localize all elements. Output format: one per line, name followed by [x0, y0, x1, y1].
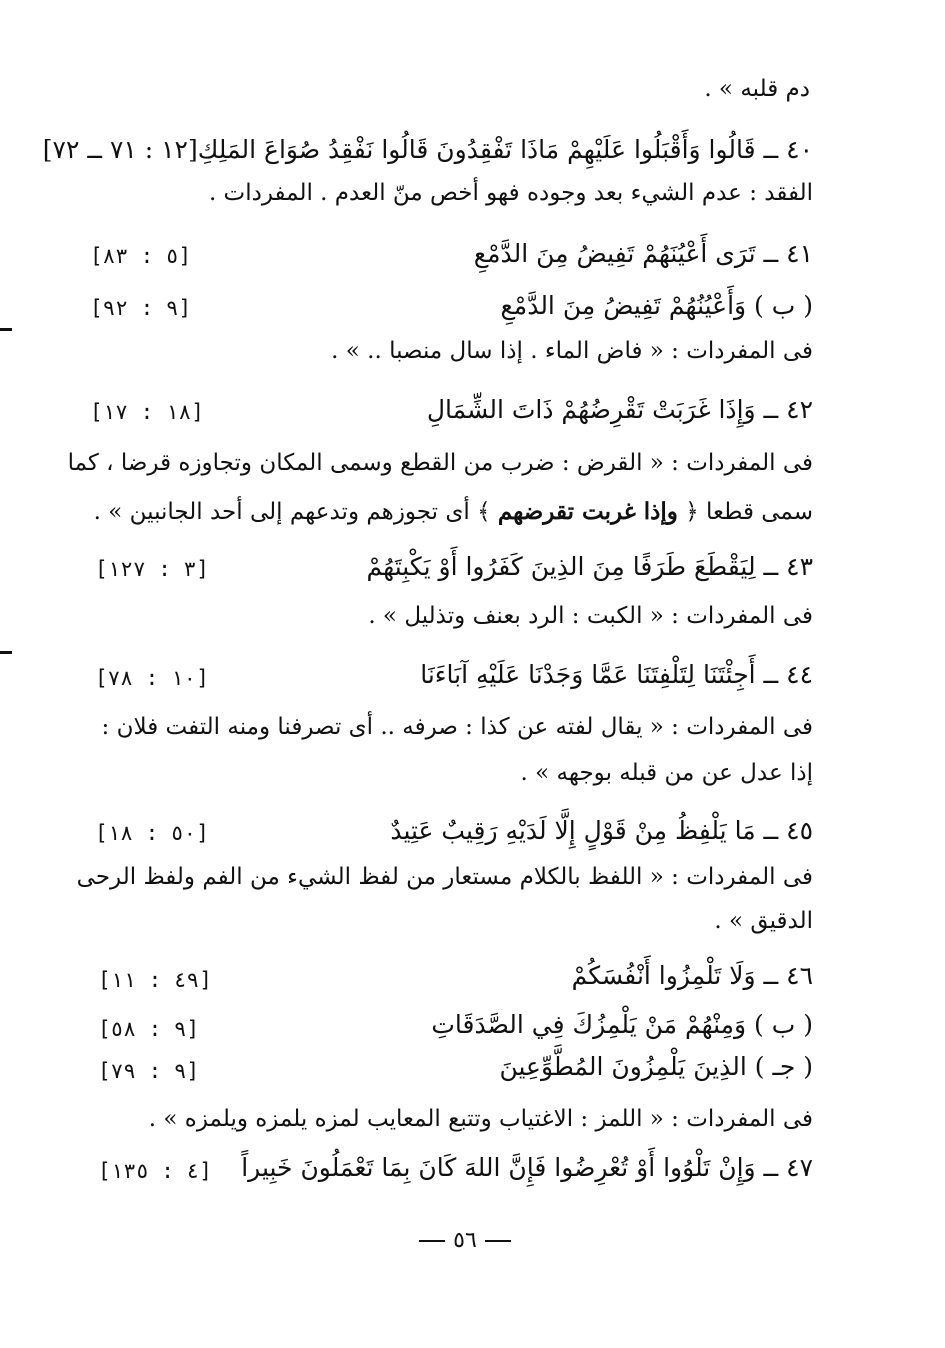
page-number-dash-right	[485, 1240, 511, 1242]
entry-41-note: فى المفردات : « فاض الماء . إذا سال منصبا .. » .	[331, 338, 813, 364]
binding-mark-top	[0, 328, 12, 331]
entry-43-verse: ٤٣ ــ لِيَقْطَعَ طَرَفًا مِنَ الذِينَ كَفَرُوا أَوْ يَكْبِتَهُمْ	[366, 552, 813, 581]
entry-40-verse: ٤٠ ــ قَالُوا وَأَقْبَلُوا عَلَيْهِمْ مَاذَا تَفْقِدُونَ قَالُوا نَفْقِدُ صُوَاعَ المَلِكِ[١٢ : ٧١ ــ ٧٢]	[42, 135, 813, 164]
entry-44-reference: [١٠ : ٧٨]	[95, 666, 209, 690]
entry-41b-verse: ( ب ) وَأَعْيُنُهُمْ تَفِيضُ مِنَ الدَّمْعِ	[500, 291, 813, 320]
entry-44-verse: ٤٤ ــ أَجِئْتَنَا لِتَلْفِتَنَا عَمَّا وَجَدْنَا عَلَيْهِ آبَاءَنَا	[420, 660, 813, 689]
entry-42-note-line2	[94, 500, 813, 524]
entry-46b-reference: [٩ : ٥٨]	[98, 1017, 200, 1041]
continuation-line: دم قلبه » .	[704, 76, 810, 102]
entry-47-verse: ٤٧ ــ وَإِنْ تَلْوُوا أَوْ تُعْرِضُوا فَإِنَّ اللهَ كَانَ بِمَا تَعْمَلُونَ خَبِيراً	[241, 1153, 813, 1182]
entry-46b-verse: ( ب ) وَمِنْهُمْ مَنْ يَلْمِزُكَ فِي الصَّدَقَاتِ	[431, 1010, 813, 1039]
entry-40-note: الفقد : عدم الشيء بعد وجوده فهو أخص منّ العدم . المفردات .	[208, 180, 813, 206]
quote-open: سمى قطعا ﴿	[685, 499, 813, 525]
entry-46-verse: ٤٦ ــ وَلَا تَلْمِزُوا أَنْفُسَكُمْ	[571, 961, 813, 990]
entry-42-note-line1: فى المفردات : « القرض : ضرب من القطع وسمى المكان وتجاوزه قرضا ، كما	[67, 450, 813, 476]
entry-41-verse: ٤١ ــ تَرَى أَعْيُنَهُمْ تَفِيضُ مِنَ الدَّمْعِ	[473, 239, 813, 268]
entry-45-note-line1: فى المفردات : « اللفظ بالكلام مستعار من لفظ الشيء من الفم ولفظ الرحى	[76, 864, 813, 890]
entry-42-verse: ٤٢ ــ وَإِذَا غَرَبَتْ تَقْرِضُهُمْ ذَاتَ الشِّمَالِ	[426, 395, 813, 424]
binding-mark-bottom	[0, 651, 12, 654]
entry-42-reference: [١٨ : ١٧]	[90, 400, 204, 424]
entry-45-note-line2: الدقيق » .	[714, 908, 813, 934]
entry-46-note: فى المفردات : « اللمز : الاغتياب وتتبع المعايب لمزه يلمزه ويلمزه » .	[148, 1106, 813, 1132]
entry-46-reference: [٤٩ : ١١]	[98, 968, 212, 992]
page-number	[410, 1228, 520, 1253]
entry-44-note-line2: إذا عدل عن من قبله بوجهه » .	[520, 760, 813, 786]
entry-46c-reference: [٩ : ٧٩]	[98, 1059, 200, 1083]
entry-47-reference: [٤ : ١٣٥]	[98, 1159, 212, 1183]
entry-45-reference: [٥٠ : ١٨]	[95, 821, 209, 845]
entry-41-reference: [٥ : ٨٣]	[90, 244, 192, 268]
quoted-verse: وإذا غربت تقرضهم	[497, 498, 678, 525]
entry-46c-verse: ( جـ ) الذِينَ يَلْمِزُونَ المُطَّوِّعِينَ	[499, 1052, 813, 1081]
page-number-dash-left	[419, 1240, 445, 1242]
entry-43-note: فى المفردات : « الكبت : الرد بعنف وتذليل » .	[368, 603, 813, 629]
quote-close: ﴾ أى تجوزهم وتدعهم إلى أحد الجانبين » .	[93, 499, 491, 525]
page-number-value: ٥٦	[453, 1228, 477, 1253]
entry-41b-reference: [٩ : ٩٢]	[90, 296, 192, 320]
entry-45-verse: ٤٥ ــ مَا يَلْفِظُ مِنْ قَوْلٍ إِلَّا لَدَيْهِ رَقِيبٌ عَتِيدٌ	[390, 816, 813, 845]
entry-43-reference: [٣ : ١٢٧]	[95, 557, 209, 581]
entry-44-note-line1: فى المفردات : « يقال لفته عن كذا : صرفه .. أى تصرفنا ومنه التفت فلان :	[101, 714, 813, 740]
